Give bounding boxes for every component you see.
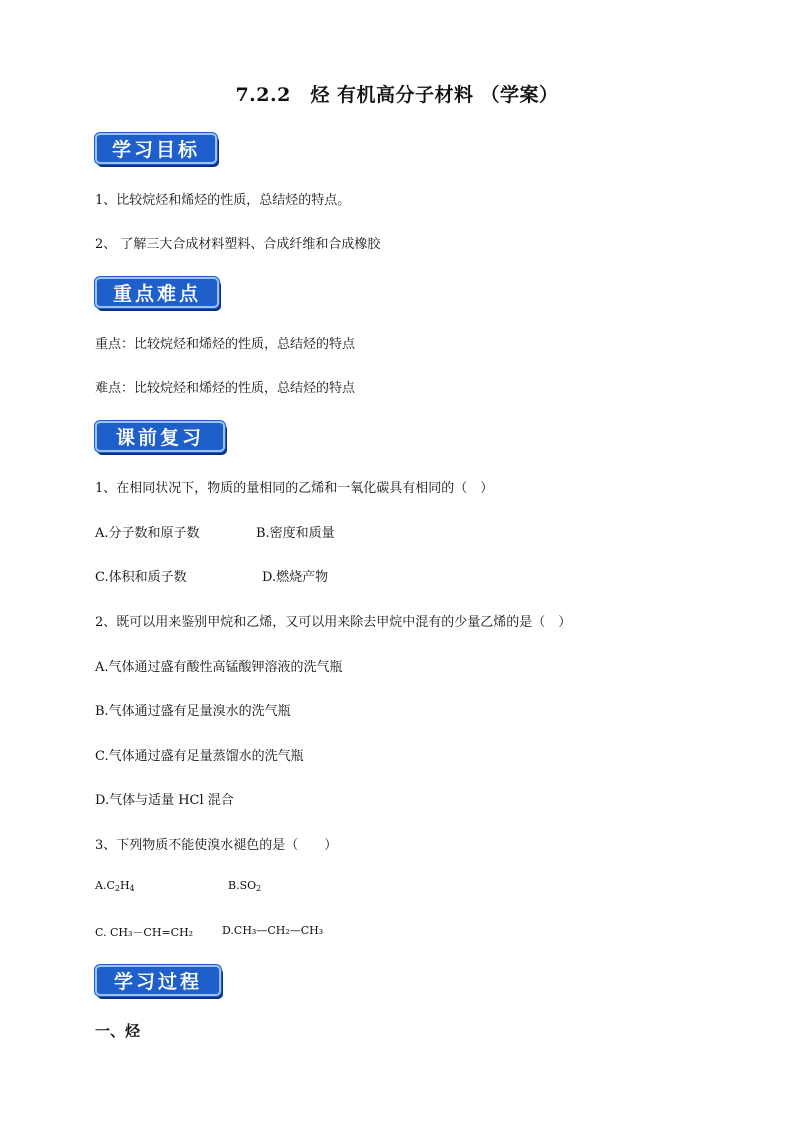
page-title: 7.2.2 烃 有机高分子材料 （学案） xyxy=(235,84,559,106)
section-badge-review: 课前复习 xyxy=(95,421,225,452)
question-2-option-a: A.气体通过盛有酸性高锰酸钾溶液的洗气瓶 xyxy=(95,660,343,675)
question-3-option-a: $A.C_2H_4$ xyxy=(95,879,135,893)
question-3-option-c: C. CH₃－CH=CH₂ xyxy=(95,926,194,939)
question-2-option-d: D.气体与适量 HCl 混合 xyxy=(95,793,234,808)
question-1-option-d: D.燃烧产物 xyxy=(262,570,329,585)
section-badge-process: 学习过程 xyxy=(95,965,221,996)
objective-item-2: 2、 了解三大合成材料塑料、合成纤维和合成橡胶 xyxy=(95,237,381,252)
section-badge-objectives: 学习目标 xyxy=(95,133,217,164)
question-3-option-d: D.CH₃—CH₂—CH₃ xyxy=(222,924,324,937)
question-1-option-a: A.分子数和原子数 xyxy=(95,526,200,541)
section-heading-hydrocarbons: 一、烃 xyxy=(95,1022,141,1040)
question-3-option-b: $B.SO_2$ xyxy=(228,879,262,893)
question-1-stem: 1、在相同状况下，物质的量相同的乙烯和一氧化碳具有相同的（ ） xyxy=(95,481,494,496)
question-2-option-b: B.气体通过盛有足量溴水的洗气瓶 xyxy=(95,704,291,719)
question-3-stem: 3、下列物质不能使溴水褪色的是（ ） xyxy=(95,838,338,853)
key-point-difficulty: 难点：比较烷烃和烯烃的性质，总结烃的特点 xyxy=(95,381,356,396)
objective-item-1: 1、比较烷烃和烯烃的性质，总结烃的特点。 xyxy=(95,193,351,208)
question-2-option-c: C.气体通过盛有足量蒸馏水的洗气瓶 xyxy=(95,749,304,764)
question-1-option-c: C.体积和质子数 xyxy=(95,570,187,585)
section-badge-key-points: 重点难点 xyxy=(95,277,219,308)
key-point-focus: 重点：比较烷烃和烯烃的性质，总结烃的特点 xyxy=(95,337,356,352)
question-1-option-b: B.密度和质量 xyxy=(256,526,335,541)
question-2-stem: 2、既可以用来鉴别甲烷和乙烯，又可以用来除去甲烷中混有的少量乙烯的是（ ） xyxy=(95,615,572,630)
